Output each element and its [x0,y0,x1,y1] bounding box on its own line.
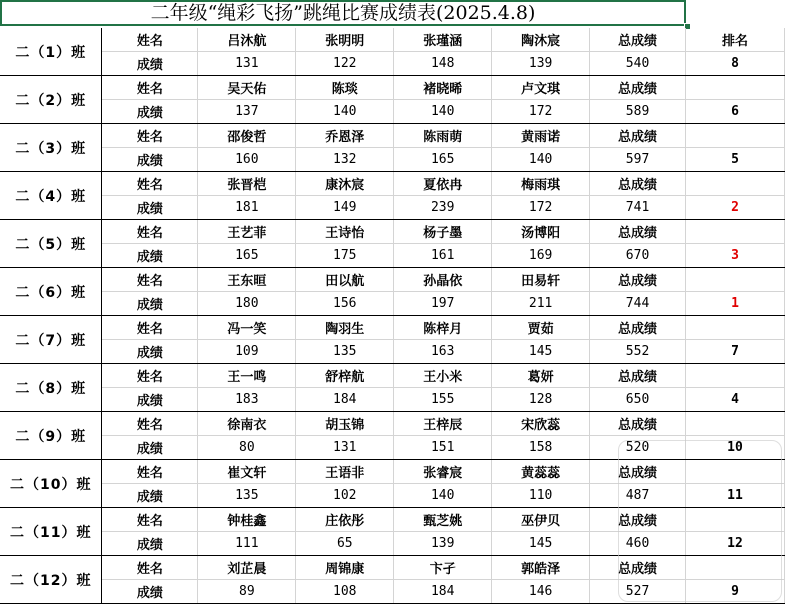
name-label-cell[interactable]: 姓名 [102,556,198,580]
student-name-cell[interactable]: 汤博阳 [492,220,590,244]
total-label-cell[interactable]: 总成绩 [590,316,686,340]
total-label-cell[interactable]: 总成绩 [590,460,686,484]
score-cell[interactable]: 175 [296,244,394,268]
score-cell[interactable]: 183 [198,388,296,412]
rank-cell[interactable]: 5 [686,148,785,172]
score-label-cell[interactable]: 成绩 [102,100,198,124]
class-name-cell[interactable]: 二（2）班 [0,76,102,124]
score-row [0,292,785,316]
rank-header-cell[interactable]: 排名 [686,28,785,52]
student-name-cell[interactable]: 吕沐航 [198,28,296,52]
student-name-cell[interactable]: 王梓辰 [394,412,492,436]
student-name-cell[interactable]: 张瑾涵 [394,28,492,52]
rank-cell[interactable]: 10 [686,436,785,460]
student-name-cell[interactable]: 卢文琪 [492,76,590,100]
empty-cell[interactable] [686,460,785,484]
total-score-cell[interactable]: 540 [590,52,686,76]
score-label-cell[interactable]: 成绩 [102,148,198,172]
total-score-cell[interactable]: 670 [590,244,686,268]
score-cell[interactable]: 148 [394,52,492,76]
total-score-cell[interactable]: 744 [590,292,686,316]
score-cell[interactable]: 156 [296,292,394,316]
empty-cell[interactable] [686,124,785,148]
student-name-cell[interactable]: 黄蕊蕊 [492,460,590,484]
score-row [0,100,785,124]
empty-cell[interactable] [686,412,785,436]
student-name-cell[interactable]: 张明明 [296,28,394,52]
class-name-cell[interactable]: 二（3）班 [0,124,102,172]
student-name-cell[interactable]: 王诗怡 [296,220,394,244]
score-cell[interactable]: 89 [198,580,296,604]
total-label-cell[interactable]: 总成绩 [590,364,686,388]
empty-cell[interactable] [686,268,785,292]
total-label-cell[interactable]: 总成绩 [590,76,686,100]
class-name-cell[interactable]: 二（6）班 [0,268,102,316]
student-name-cell[interactable]: 胡玉锦 [296,412,394,436]
score-cell[interactable]: 135 [296,340,394,364]
score-cell[interactable]: 128 [492,388,590,412]
student-name-cell[interactable]: 甄芝姚 [394,508,492,532]
rank-cell[interactable]: 12 [686,532,785,556]
total-label-cell[interactable]: 总成绩 [590,28,686,52]
name-label-cell[interactable]: 姓名 [102,220,198,244]
student-name-cell[interactable]: 陶沐宸 [492,28,590,52]
total-label-cell[interactable]: 总成绩 [590,508,686,532]
score-cell[interactable]: 145 [492,340,590,364]
student-name-cell[interactable]: 宋欣蕊 [492,412,590,436]
score-cell[interactable]: 80 [198,436,296,460]
student-name-cell[interactable]: 黄雨诺 [492,124,590,148]
class-name-cell[interactable]: 二（8）班 [0,364,102,412]
student-name-cell[interactable]: 王语非 [296,460,394,484]
empty-cell[interactable] [686,316,785,340]
score-cell[interactable]: 172 [492,100,590,124]
student-name-cell[interactable]: 王一鸣 [198,364,296,388]
student-name-cell[interactable]: 郭皓泽 [492,556,590,580]
name-label-cell[interactable]: 姓名 [102,364,198,388]
empty-cell[interactable] [686,220,785,244]
student-name-cell[interactable]: 夏依冉 [394,172,492,196]
score-cell[interactable]: 149 [296,196,394,220]
score-cell[interactable]: 197 [394,292,492,316]
total-label-cell[interactable]: 总成绩 [590,172,686,196]
score-label-cell[interactable]: 成绩 [102,484,198,508]
empty-cell[interactable] [686,556,785,580]
total-score-cell[interactable]: 487 [590,484,686,508]
score-row [0,196,785,220]
student-name-row [0,508,785,532]
student-name-cell[interactable]: 刘芷晨 [198,556,296,580]
score-label-cell[interactable]: 成绩 [102,340,198,364]
empty-cell[interactable] [686,364,785,388]
name-label-cell[interactable]: 姓名 [102,316,198,340]
student-name-row [0,28,785,52]
score-row [0,580,785,604]
total-label-cell[interactable]: 总成绩 [590,220,686,244]
student-name-cell[interactable]: 田易轩 [492,268,590,292]
student-name-cell[interactable]: 巫伊贝 [492,508,590,532]
class-name-cell[interactable]: 二（9）班 [0,412,102,460]
score-cell[interactable]: 110 [492,484,590,508]
score-cell[interactable]: 172 [492,196,590,220]
score-cell[interactable]: 65 [296,532,394,556]
score-cell[interactable]: 137 [198,100,296,124]
total-label-cell[interactable]: 总成绩 [590,556,686,580]
score-cell[interactable]: 169 [492,244,590,268]
total-label-cell[interactable]: 总成绩 [590,268,686,292]
score-label-cell[interactable]: 成绩 [102,244,198,268]
class-name-cell[interactable]: 二（10）班 [0,460,102,508]
empty-cell[interactable] [686,172,785,196]
student-name-row [0,268,785,292]
score-cell[interactable]: 131 [296,436,394,460]
student-name-cell[interactable]: 王东晅 [198,268,296,292]
total-score-cell[interactable]: 520 [590,436,686,460]
score-label-cell[interactable]: 成绩 [102,52,198,76]
score-cell[interactable]: 139 [492,52,590,76]
score-label-cell[interactable]: 成绩 [102,580,198,604]
rank-cell[interactable]: 3 [686,244,785,268]
student-name-cell[interactable]: 陈梓月 [394,316,492,340]
score-cell[interactable]: 211 [492,292,590,316]
title-cell[interactable]: 二年级“绳彩飞扬”跳绳比赛成绩表(2025.4.8) [0,0,686,26]
class-name-cell[interactable]: 二（7）班 [0,316,102,364]
rank-cell[interactable]: 9 [686,580,785,604]
student-name-cell[interactable]: 徐南衣 [198,412,296,436]
student-name-cell[interactable]: 杨子墨 [394,220,492,244]
total-score-cell[interactable]: 552 [590,340,686,364]
name-label-cell[interactable]: 姓名 [102,28,198,52]
student-name-cell[interactable]: 邵俊哲 [198,124,296,148]
rank-cell[interactable]: 4 [686,388,785,412]
score-cell[interactable]: 108 [296,580,394,604]
total-label-cell[interactable]: 总成绩 [590,412,686,436]
score-cell[interactable]: 109 [198,340,296,364]
student-name-cell[interactable]: 陈雨萌 [394,124,492,148]
score-cell[interactable]: 140 [394,100,492,124]
score-cell[interactable]: 158 [492,436,590,460]
student-name-cell[interactable]: 庄依彤 [296,508,394,532]
rank-cell[interactable]: 11 [686,484,785,508]
score-row [0,340,785,364]
rank-cell[interactable]: 8 [686,52,785,76]
score-label-cell[interactable]: 成绩 [102,196,198,220]
score-cell[interactable]: 155 [394,388,492,412]
student-name-cell[interactable]: 周锦康 [296,556,394,580]
score-cell[interactable]: 140 [492,148,590,172]
score-cell[interactable]: 140 [296,100,394,124]
student-name-row [0,220,785,244]
student-name-row [0,172,785,196]
name-label-cell[interactable]: 姓名 [102,412,198,436]
score-cell[interactable]: 239 [394,196,492,220]
total-score-cell[interactable]: 650 [590,388,686,412]
score-label-cell[interactable]: 成绩 [102,436,198,460]
empty-cell[interactable] [686,76,785,100]
score-cell[interactable]: 111 [198,532,296,556]
class-name-cell[interactable]: 二（11）班 [0,508,102,556]
name-label-cell[interactable]: 姓名 [102,460,198,484]
student-name-cell[interactable]: 吴天佑 [198,76,296,100]
empty-cell[interactable] [686,508,785,532]
total-label-cell[interactable]: 总成绩 [590,124,686,148]
score-cell[interactable]: 161 [394,244,492,268]
student-name-cell[interactable]: 冯一笑 [198,316,296,340]
score-row [0,52,785,76]
score-cell[interactable]: 135 [198,484,296,508]
score-cell[interactable]: 131 [198,52,296,76]
student-name-cell[interactable]: 王小米 [394,364,492,388]
rank-cell[interactable]: 1 [686,292,785,316]
name-label-cell[interactable]: 姓名 [102,124,198,148]
name-label-cell[interactable]: 姓名 [102,76,198,100]
score-cell[interactable]: 139 [394,532,492,556]
score-cell[interactable]: 165 [198,244,296,268]
student-name-cell[interactable]: 崔文轩 [198,460,296,484]
score-row [0,436,785,460]
student-name-cell[interactable]: 梅雨琪 [492,172,590,196]
rank-cell[interactable]: 7 [686,340,785,364]
total-score-cell[interactable]: 597 [590,148,686,172]
student-name-cell[interactable]: 张晋桤 [198,172,296,196]
student-name-cell[interactable]: 陈琰 [296,76,394,100]
score-cell[interactable]: 151 [394,436,492,460]
name-label-cell[interactable]: 姓名 [102,268,198,292]
class-name-cell[interactable]: 二（4）班 [0,172,102,220]
total-score-cell[interactable]: 460 [590,532,686,556]
score-row [0,244,785,268]
student-name-row [0,556,785,580]
student-name-cell[interactable]: 钟桂鑫 [198,508,296,532]
score-cell[interactable]: 146 [492,580,590,604]
score-cell[interactable]: 184 [394,580,492,604]
student-name-cell[interactable]: 卞孑 [394,556,492,580]
total-score-cell[interactable]: 527 [590,580,686,604]
student-name-cell[interactable]: 田以航 [296,268,394,292]
student-name-row [0,124,785,148]
class-name-cell[interactable]: 二（12）班 [0,556,102,604]
student-name-cell[interactable]: 王艺菲 [198,220,296,244]
score-row [0,148,785,172]
score-cell[interactable]: 145 [492,532,590,556]
score-label-cell[interactable]: 成绩 [102,532,198,556]
score-row [0,388,785,412]
score-cell[interactable]: 102 [296,484,394,508]
total-score-cell[interactable]: 741 [590,196,686,220]
student-name-cell[interactable]: 乔恩泽 [296,124,394,148]
class-name-cell[interactable]: 二（1）班 [0,28,102,76]
score-cell[interactable]: 160 [198,148,296,172]
title-row [0,0,785,29]
name-label-cell[interactable]: 姓名 [102,172,198,196]
student-name-cell[interactable]: 褚晓晞 [394,76,492,100]
rank-cell[interactable]: 6 [686,100,785,124]
score-label-cell[interactable]: 成绩 [102,292,198,316]
score-cell[interactable]: 180 [198,292,296,316]
rank-cell[interactable]: 2 [686,196,785,220]
score-cell[interactable]: 165 [394,148,492,172]
student-name-cell[interactable]: 孙晶依 [394,268,492,292]
student-name-row [0,460,785,484]
score-row [0,484,785,508]
name-label-cell[interactable]: 姓名 [102,508,198,532]
score-row [0,532,785,556]
score-cell[interactable]: 184 [296,388,394,412]
score-cell[interactable]: 140 [394,484,492,508]
total-score-cell[interactable]: 589 [590,100,686,124]
student-name-cell[interactable]: 贾茹 [492,316,590,340]
student-name-row [0,364,785,388]
class-name-cell[interactable]: 二（5）班 [0,220,102,268]
score-label-cell[interactable]: 成绩 [102,388,198,412]
score-cell[interactable]: 122 [296,52,394,76]
student-name-row [0,316,785,340]
score-cell[interactable]: 132 [296,148,394,172]
student-name-row [0,76,785,100]
score-table [0,28,785,604]
student-name-cell[interactable]: 葛妍 [492,364,590,388]
score-cell[interactable]: 163 [394,340,492,364]
student-name-cell[interactable]: 陶羽生 [296,316,394,340]
score-cell[interactable]: 181 [198,196,296,220]
student-name-row [0,412,785,436]
student-name-cell[interactable]: 舒梓航 [296,364,394,388]
student-name-cell[interactable]: 康沐宸 [296,172,394,196]
student-name-cell[interactable]: 张睿宸 [394,460,492,484]
